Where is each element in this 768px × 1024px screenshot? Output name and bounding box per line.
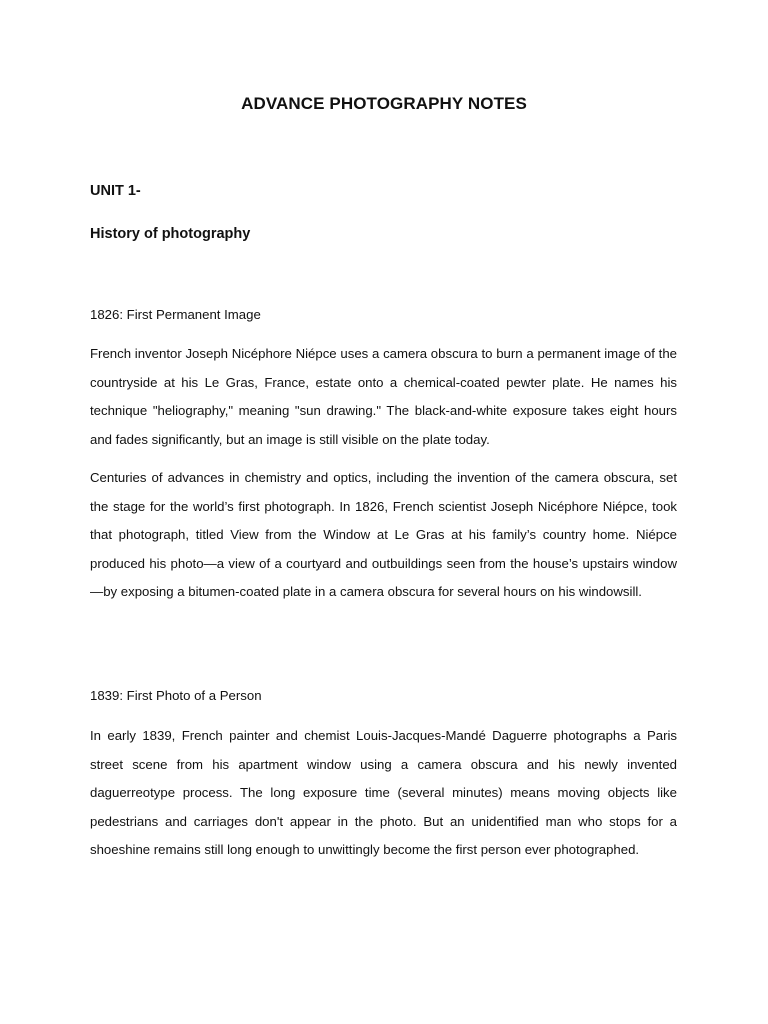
paragraph-daguerre: In early 1839, French painter and chemist Louis-Jacques-Mandé Daguerre photographs a Paris street scene from his apartment window using a camera obscura and his newly invented daguerreotype process. The long exposure time (several minutes) means moving objects like pedestrians and carriages don't appear in the photo. But an unidentified man who stops for a shoeshine remains still long enough to unwittingly become the first person ever photographed. [90, 728, 677, 858]
entry-heading-1826: 1826: First Permanent Image [90, 307, 261, 322]
entry-heading-1839: 1839: First Photo of a Person [90, 688, 262, 703]
document-title: ADVANCE PHOTOGRAPHY NOTES [241, 94, 527, 113]
paragraph-niepce-heliography: French inventor Joseph Nicéphore Niépce uses a camera obscura to burn a permanent image of the countryside at his Le Gras, France, estate onto a chemical-coated pewter plate. He names his technique "heliography," meaning "sun drawing." The black-and-white exposure takes eight hours and fades significantly, but an image is still visible on the plate today. [90, 346, 677, 447]
section-heading: History of photography [90, 226, 251, 242]
unit-heading: UNIT 1- [90, 183, 141, 199]
paragraph-first-photograph: Centuries of advances in chemistry and optics, including the invention of the camera obscura, set the stage for the world’s first photograph. In 1826, French scientist Joseph Nicéphore Niépce, took that photograph, titled View from the Window at Le Gras at his family’s country home. Niépce produced his photo—a view of a courtyard and outbuildings seen from the house’s upstairs window—by exposing a bitumen-coated plate in a camera obscura for several hours on his windowsill. [90, 470, 677, 600]
